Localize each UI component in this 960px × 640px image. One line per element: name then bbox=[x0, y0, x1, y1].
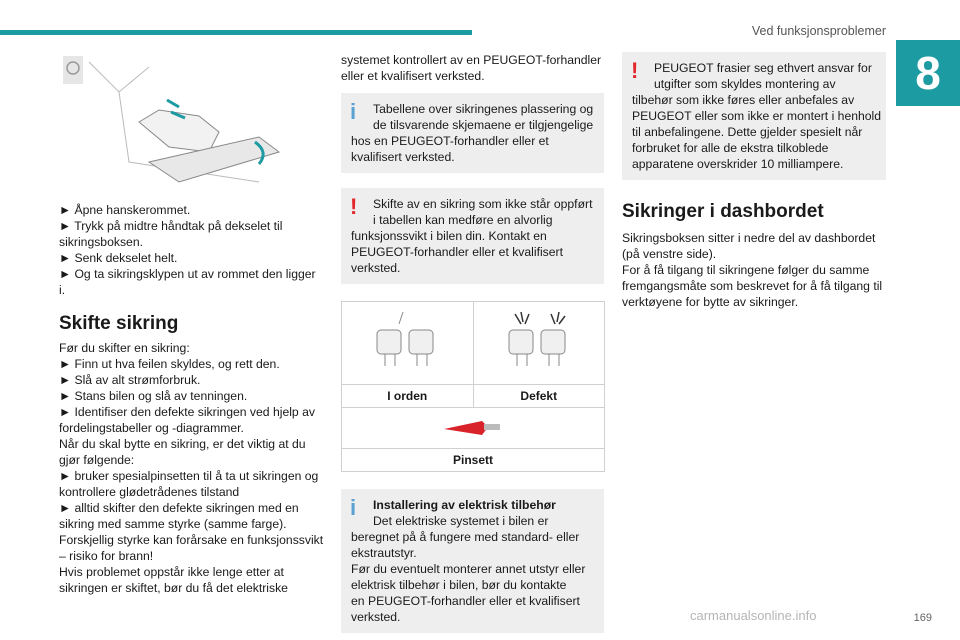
body-text: eller et kvalifisert verksted. bbox=[341, 69, 485, 83]
fuse-table bbox=[341, 301, 605, 472]
section-heading: Sikringer i dashbordet bbox=[622, 201, 824, 222]
step-text: i. bbox=[59, 283, 66, 297]
warning-icon: ! bbox=[350, 194, 358, 219]
body-text: – risiko for brann! bbox=[59, 549, 154, 563]
column-2 bbox=[341, 52, 604, 633]
body-text: kontrollere glødetrådenes tilstand bbox=[59, 485, 240, 499]
tweezers-illustration bbox=[342, 408, 604, 448]
warning-note: ! PEUGEOT frasier seg ethvert ansvar for utgifter som skyldes montering av tilbehør som ikke føres eller anbefales av PEUGEOT eller som ikke er montert i henhold til anbefalingene. Dette gjelder spesielt når forbruket for alle de ekstra tilkoblede apparatene overskrider 10 milliampere. bbox=[622, 52, 886, 180]
column-1 bbox=[59, 52, 324, 596]
body-text: Hvis problemet oppstår ikke lenge etter at bbox=[59, 565, 284, 579]
info-note: i Tabellene over sikringenes plassering og de tilsvarende skjemaene er tilgjengelige hos en PEUGEOT-forhandler eller et kvalifisert verksted. bbox=[341, 93, 604, 173]
body-text: gjør følgende: bbox=[59, 453, 135, 467]
warning-icon: ! bbox=[631, 58, 639, 83]
body-text: Når du skal bytte en sikring, er det viktig at du bbox=[59, 437, 306, 451]
body-text: ► Identifiser den defekte sikringen ved hjelp av bbox=[59, 405, 315, 419]
column-3 bbox=[622, 52, 886, 310]
section-heading: Skifte sikring bbox=[59, 313, 179, 334]
warning-note: ! Skifte av en sikring som ikke står oppført i tabellen kan medføre en alvorlig funksjonssvikt i bilen din. Kontakt en PEUGEOT-forhandler eller et kvalifisert verksted. bbox=[341, 188, 604, 284]
body-text: ► bruker spesialpinsetten til å ta ut sikringen og bbox=[59, 469, 319, 483]
steering-wheel-icon bbox=[63, 56, 83, 84]
step-text: sikringsboksen. bbox=[59, 235, 143, 249]
step-text: ► Åpne hanskerommet. bbox=[59, 203, 191, 217]
fuse-defect-illustration bbox=[473, 302, 605, 384]
tweezers-label: Pinsett bbox=[342, 448, 604, 471]
body-text: Sikringsboksen sitter i nedre del av dashbordet bbox=[622, 231, 876, 245]
body-text: ► Slå av alt strømforbruk. bbox=[59, 373, 201, 387]
body-text: For å få tilgang til sikringene følger du samme bbox=[622, 263, 870, 277]
step-text: ► Og ta sikringsklypen ut av rommet den ligger bbox=[59, 267, 316, 281]
chapter-tab: 8 bbox=[896, 40, 960, 106]
header-accent-bar bbox=[0, 30, 472, 35]
body-text: Forskjellig styrke kan forårsake en funksjonssvikt bbox=[59, 533, 324, 547]
body-text: sikring med samme styrke (samme farge). bbox=[59, 517, 287, 531]
info-icon: i bbox=[350, 99, 357, 124]
body-text: ► Stans bilen og slå av tenningen. bbox=[59, 389, 248, 403]
fuse-ok-illustration bbox=[342, 302, 473, 384]
info-note: i Installering av elektrisk tilbehør Det elektriske systemet i bilen er beregnet på å fungere med standard- eller ekstrautstyr. Før du eventuelt monterer annet utstyr eller elektrisk tilbehør i bilen, bør du kontakte en PEUGEOT-forhandler eller et kvalifisert verksted. bbox=[341, 489, 604, 633]
running-header: Ved funksjonsproblemer bbox=[751, 24, 886, 38]
glovebox-illustration bbox=[59, 52, 321, 192]
body-text: systemet kontrollert av en PEUGEOT-forhandler bbox=[341, 53, 602, 67]
step-text: ► Senk dekselet helt. bbox=[59, 251, 178, 265]
fuse-defect-label: Defekt bbox=[473, 384, 605, 407]
body-text: ► alltid skifter den defekte sikringen med en bbox=[59, 501, 299, 515]
body-text: verktøyene for bytte av sikringer. bbox=[622, 295, 799, 309]
watermark[interactable]: carmanualsonline.info bbox=[690, 608, 817, 623]
fuse-ok-label: I orden bbox=[342, 384, 473, 407]
body-text: sikringen er skiftet, bør du få det elektriske bbox=[59, 581, 288, 595]
body-text: fordelingstabeller og -diagrammer. bbox=[59, 421, 244, 435]
body-text: Før du skifter en sikring: bbox=[59, 341, 190, 355]
page-number: 169 bbox=[913, 612, 932, 624]
body-text: fremgangsmåte som beskrevet for å få tilgang til bbox=[622, 279, 883, 293]
body-text: (på venstre side). bbox=[622, 247, 717, 261]
step-text: ► Trykk på midtre håndtak på dekselet til bbox=[59, 219, 283, 233]
body-text: ► Finn ut hva feilen skyldes, og rett den. bbox=[59, 357, 280, 371]
info-icon: i bbox=[350, 495, 357, 520]
